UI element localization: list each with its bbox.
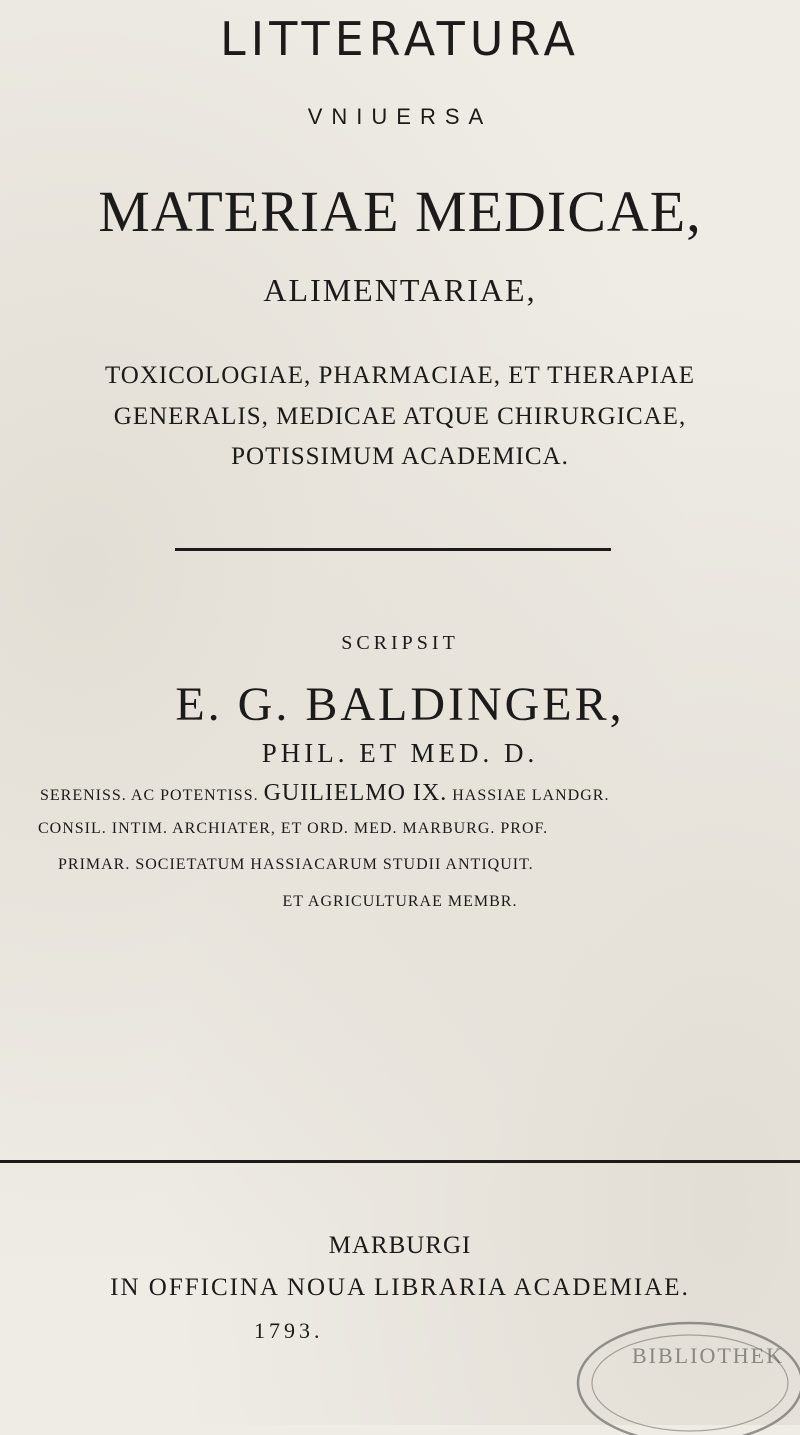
stamp-text: BIBLIOTHEK bbox=[632, 1343, 784, 1368]
title-line-potissimum: POTISSIMUM ACADEMICA. bbox=[231, 443, 569, 470]
divider-rule-bottom bbox=[0, 1160, 800, 1163]
affiliation-line-1-name: GUILIELMO IX. bbox=[263, 780, 448, 806]
affiliation-line-1 bbox=[40, 780, 609, 807]
affiliation-line-4: ET AGRICULTURAE MEMBR. bbox=[282, 893, 518, 910]
divider-rule bbox=[175, 548, 611, 551]
imprint-place: MARBURGI bbox=[328, 1232, 472, 1259]
author-degree: PHIL. ET MED. D. bbox=[261, 738, 539, 768]
scripsit-label: SCRIPSIT bbox=[341, 632, 459, 654]
affiliation-line-1-post: HASSIAE LANDGR. bbox=[452, 787, 610, 804]
imprint-year: 1793. bbox=[254, 1318, 324, 1343]
affiliation-line-3: PRIMAR. SOCIETATUM HASSIACARUM STUDII ANTIQUIT. bbox=[58, 856, 534, 873]
affiliation-line-1-pre: SERENISS. AC POTENTISS. bbox=[40, 787, 259, 804]
title-line-litteratura: LITTERATURA bbox=[220, 12, 580, 66]
affiliation-line-2: CONSIL. INTIM. ARCHIATER, ET ORD. MED. MARBURG. PROF. bbox=[38, 820, 549, 837]
library-stamp bbox=[560, 1315, 800, 1435]
title-line-alimentariae: ALIMENTARIAE, bbox=[263, 272, 537, 308]
title-line-toxicologiae: TOXICOLOGIAE, PHARMACIAE, ET THERAPIAE bbox=[104, 362, 696, 389]
title-line-generalis: GENERALIS, MEDICAE ATQUE CHIRURGICAE, bbox=[113, 403, 687, 430]
title-line-materiae-medicae: MATERIAE MEDICAE, bbox=[98, 179, 702, 244]
title-line-vniuersa: VNIUERSA bbox=[307, 104, 493, 129]
author-name: E. G. BALDINGER, bbox=[175, 678, 625, 731]
imprint-publisher: IN OFFICINA NOUA LIBRARIA ACADEMIAE. bbox=[110, 1274, 690, 1301]
